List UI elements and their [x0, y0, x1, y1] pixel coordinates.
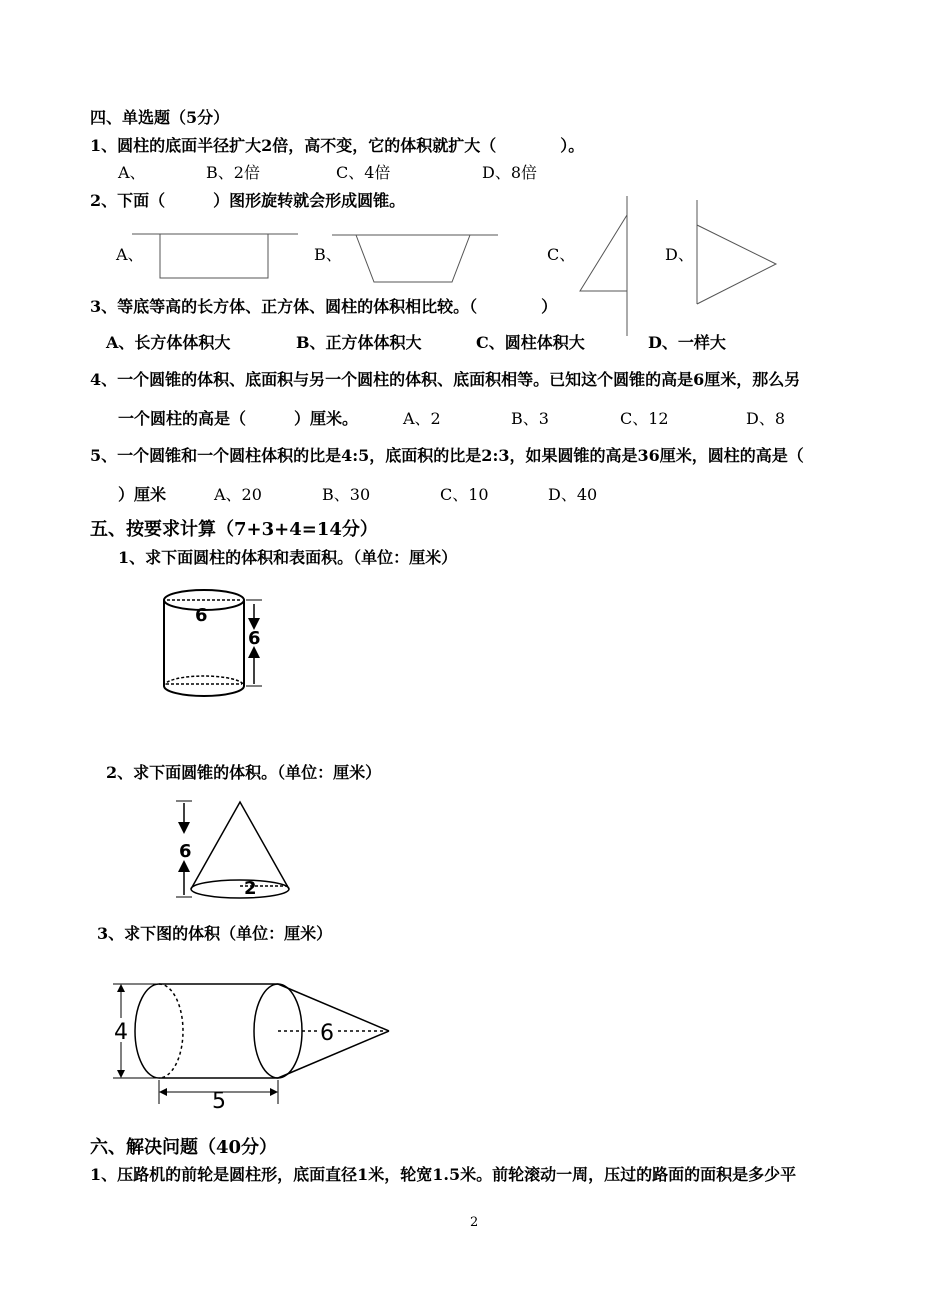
cylinder-diameter-label: 6 — [195, 605, 208, 626]
composite-figure — [113, 984, 389, 1104]
q4-option-c: C、12 — [620, 409, 669, 428]
q4-option-a: A、2 — [403, 409, 441, 428]
q1-option-d: D、8倍 — [482, 163, 538, 182]
q3-option-b: B、正方体体积大 — [296, 333, 422, 352]
q1-option-b: B、2倍 — [206, 163, 260, 182]
q5-option-b: B、30 — [322, 485, 371, 504]
q2-shape-b — [332, 235, 498, 282]
q5-line1: 5、一个圆锥和一个圆柱体积的比是4:5，底面积的比是2:3，如果圆锥的高是36厘米，圆柱的高是（ — [90, 446, 804, 465]
composite-diameter-label: 4 — [114, 1020, 128, 1045]
q2-option-c: C、 — [547, 245, 576, 264]
s5-q3-text: 3、求下图的体积（单位：厘米） — [97, 924, 333, 943]
s5-q2-text: 2、求下面圆锥的体积。（单位：厘米） — [106, 763, 382, 782]
q2-shape-c — [580, 196, 627, 336]
cone-radius-label: 2 — [244, 878, 257, 899]
q3-option-d: D、一样大 — [648, 333, 726, 352]
q5-option-d: D、40 — [548, 485, 598, 504]
q2-option-b: B、 — [314, 245, 342, 264]
q3-text: 3、等底等高的长方体、正方体、圆柱的体积相比较。（ ） — [90, 297, 558, 316]
q4-option-d: D、8 — [746, 409, 786, 428]
section5-heading: 五、按要求计算（7+3+4=14分） — [90, 519, 378, 540]
q3-option-c: C、圆柱体积大 — [476, 333, 585, 352]
q2-option-d: D、 — [665, 245, 694, 264]
cone-height-label: 6 — [179, 841, 192, 862]
q3-option-a: A、长方体体积大 — [106, 333, 231, 352]
q5-option-a: A、20 — [214, 485, 262, 504]
q2-text: 2、下面（ ）图形旋转就会形成圆锥。 — [90, 191, 406, 210]
composite-cone-height-label: 6 — [320, 1021, 334, 1046]
q5-option-c: C、10 — [440, 485, 489, 504]
q2-shape-a — [132, 234, 298, 278]
q4-option-b: B、3 — [511, 409, 549, 428]
section4-heading: 四、单选题（5分） — [90, 108, 230, 127]
q1-option-c: C、4倍 — [336, 163, 391, 182]
q1-option-a: A、 — [118, 163, 146, 182]
cylinder-height-label: 6 — [248, 628, 261, 649]
page-number: 2 — [470, 1215, 479, 1230]
composite-length-label: 5 — [212, 1089, 226, 1114]
cone-figure — [176, 801, 289, 898]
s6-q1-text: 1、压路机的前轮是圆柱形，底面直径1米，轮宽1.5米。前轮滚动一周，压过的路面的面积是多少平 — [90, 1165, 797, 1184]
q4-line1: 4、一个圆锥的体积、底面积与另一个圆柱的体积、底面积相等。已知这个圆锥的高是6厘米，那么另 — [90, 370, 801, 389]
q4-line2: 一个圆柱的高是（ ）厘米。 — [118, 409, 359, 428]
q5-line2: ）厘米 — [118, 485, 167, 504]
q2-shape-d — [697, 200, 776, 304]
q2-option-a: A、 — [116, 245, 144, 264]
s5-q1-text: 1、求下面圆柱的体积和表面积。（单位：厘米） — [118, 548, 458, 567]
section6-heading: 六、解决问题（40分） — [90, 1137, 278, 1158]
q1-text: 1、圆柱的底面半径扩大2倍，高不变，它的体积就扩大（ ）。 — [90, 136, 585, 155]
